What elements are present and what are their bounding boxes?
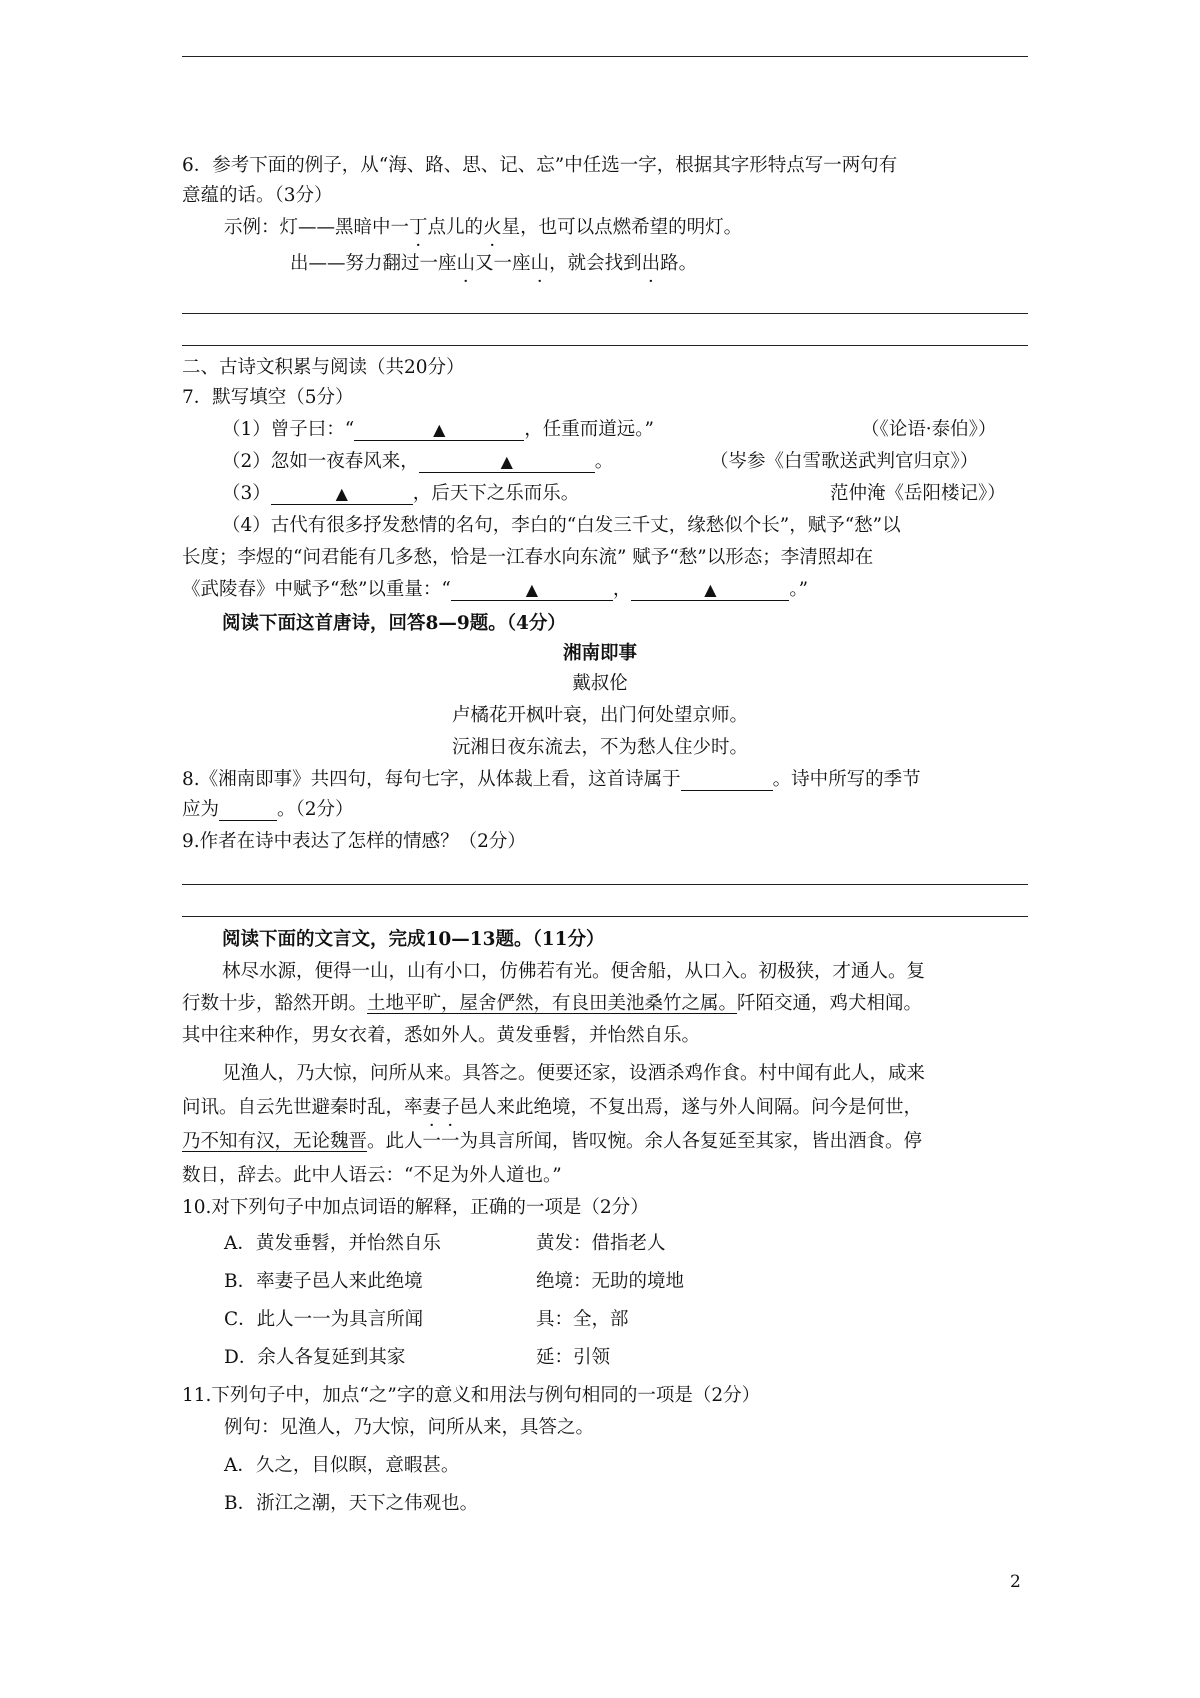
q11-option-b[interactable]: B．浙江之潮，天下之伟观也。 <box>224 1493 479 1514</box>
q8-line1: 8.《湘南即事》共四句，每句七字，从体裁上看，这首诗属于 。诗中所写的季节 <box>182 769 921 790</box>
classical-intro: 阅读下面的文言文，完成10—13题。（11分） <box>222 929 605 950</box>
q10-option-d[interactable]: D．余人各复延到其家 <box>224 1347 406 1368</box>
q7-item-4-line1: （4）古代有很多抒发愁情的名句，李白的“白发三千丈，缘愁似个长”，赋予“愁”以 <box>222 515 901 536</box>
q7-item-3: （3） ▲ ，后天下之乐而乐。 <box>222 483 580 504</box>
q7-item-4-line2: 长度；李煜的“问君能有几多愁，恰是一江春水向东流” 赋予“愁”以形态；李清照却在 <box>182 547 874 568</box>
q7-item-2: （2）忽如一夜春风来， ▲ 。 <box>222 451 614 472</box>
classical-p1-line1: 林尽水源，便得一山，山有小口，仿佛若有光。便舍船，从口入。初极狭，才通人。复 <box>222 961 926 982</box>
q11-example: 例句：见渔人，乃大惊，问所从来，具答之。 <box>224 1417 595 1438</box>
classical-p1-line3: 其中往来种作，男女衣着，悉如外人。黄发垂髫，并怡然自乐。 <box>182 1025 701 1046</box>
blank-7-4a[interactable]: ▲ <box>451 580 613 601</box>
answer-line-q6-2[interactable] <box>182 345 1028 346</box>
answer-line-q6-1[interactable] <box>182 313 1028 314</box>
q7-item-3-source: 范仲淹《岳阳楼记》） <box>830 483 1006 504</box>
answer-line-q9-1[interactable] <box>182 884 1028 885</box>
q7-title: 7．默写填空（5分） <box>182 387 354 408</box>
q7-item-2-source: （岑参《白雪歌送武判官归京》） <box>710 451 979 472</box>
blank-7-3[interactable]: ▲ <box>271 484 413 505</box>
q6-line1: 6．参考下面的例子，从“海、路、思、记、忘”中任选一字，根据其字形特点写一两句有 <box>182 155 898 176</box>
q6-example-2: 出——努力翻过一座山又一座山，就会找到出路。 <box>290 253 698 274</box>
q10-option-a[interactable]: A．黄发垂髫，并怡然自乐 <box>224 1233 441 1254</box>
q7-item-1-source: （《论语·泰伯》） <box>861 419 997 440</box>
q6-line2: 意蕴的话。（3分） <box>182 185 333 206</box>
classical-p2-line4: 数日，辞去。此中人语云：“不足为外人道也。” <box>182 1165 562 1186</box>
q9-stem: 9.作者在诗中表达了怎样的情感？（2分） <box>182 831 526 852</box>
q10-option-a-gloss: 黄发：借指老人 <box>536 1233 666 1254</box>
q10-stem: 10.对下列句子中加点词语的解释，正确的一项是（2分） <box>182 1197 649 1218</box>
q6-example-1: 示例：灯——黑暗中一丁点儿的火星，也可以点燃希望的明灯。 <box>224 217 743 238</box>
q11-option-a[interactable]: A．久之，目似瞑，意暇甚。 <box>224 1455 460 1476</box>
classical-p2-line3: 乃不知有汉，无论魏晋。此人一一为具言所闻，皆叹惋。余人各复延至其家，皆出酒食。停 <box>182 1131 923 1152</box>
poem-intro: 阅读下面这首唐诗，回答8—9题。（4分） <box>222 613 566 634</box>
blank-7-4b[interactable]: ▲ <box>631 580 789 601</box>
answer-line-q9-2[interactable] <box>182 916 1028 917</box>
page-number: 2 <box>1010 1572 1021 1592</box>
q10-option-d-gloss: 延：引领 <box>536 1347 611 1368</box>
blank-7-1[interactable]: ▲ <box>354 420 524 441</box>
blank-8-season[interactable] <box>219 800 277 821</box>
classical-p1-line2: 行数十步，豁然开朗。土地平旷，屋舍俨然，有良田美池桑竹之属。阡陌交通，鸡犬相闻。 <box>182 993 923 1014</box>
poem-title: 湘南即事 <box>562 643 637 664</box>
section2-heading: 二、古诗文积累与阅读（共20分） <box>182 357 465 378</box>
q10-option-b-gloss: 绝境：无助的境地 <box>536 1271 685 1292</box>
q10-option-c[interactable]: C．此人一一为具言所闻 <box>224 1309 424 1330</box>
q10-option-b[interactable]: B．率妻子邑人来此绝境 <box>224 1271 423 1292</box>
q7-item-4-line3: 《武陵春》中赋予“愁”以重量：“ ▲ ， ▲ 。” <box>182 579 809 600</box>
poem-author: 戴叔伦 <box>572 673 628 694</box>
blank-8-genre[interactable] <box>681 770 773 791</box>
blank-7-2[interactable]: ▲ <box>419 452 595 473</box>
classical-p2-line1: 见渔人，乃大惊，问所从来。具答之。便要还家，设酒杀鸡作食。村中闻有此人，咸来 <box>222 1063 926 1084</box>
poem-line-2: 沅湘日夜东流去，不为愁人住少时。 <box>451 737 748 758</box>
poem-line-1: 卢橘花开枫叶衰，出门何处望京师。 <box>451 705 748 726</box>
classical-p2-line2: 问讯。自云先世避秦时乱，率妻子邑人来此绝境，不复出焉，遂与外人间隔。问今是何世， <box>182 1097 923 1118</box>
q7-item-1: （1）曾子曰：“ ▲ ，任重而道远。” <box>222 419 654 440</box>
q10-option-c-gloss: 具：全，部 <box>536 1309 629 1330</box>
q11-stem: 11.下列句子中，加点“之”字的意义和用法与例句相同的一项是（2分） <box>182 1385 761 1406</box>
header-rule <box>182 56 1028 57</box>
q8-line2: 应为 。（2分） <box>182 799 354 820</box>
